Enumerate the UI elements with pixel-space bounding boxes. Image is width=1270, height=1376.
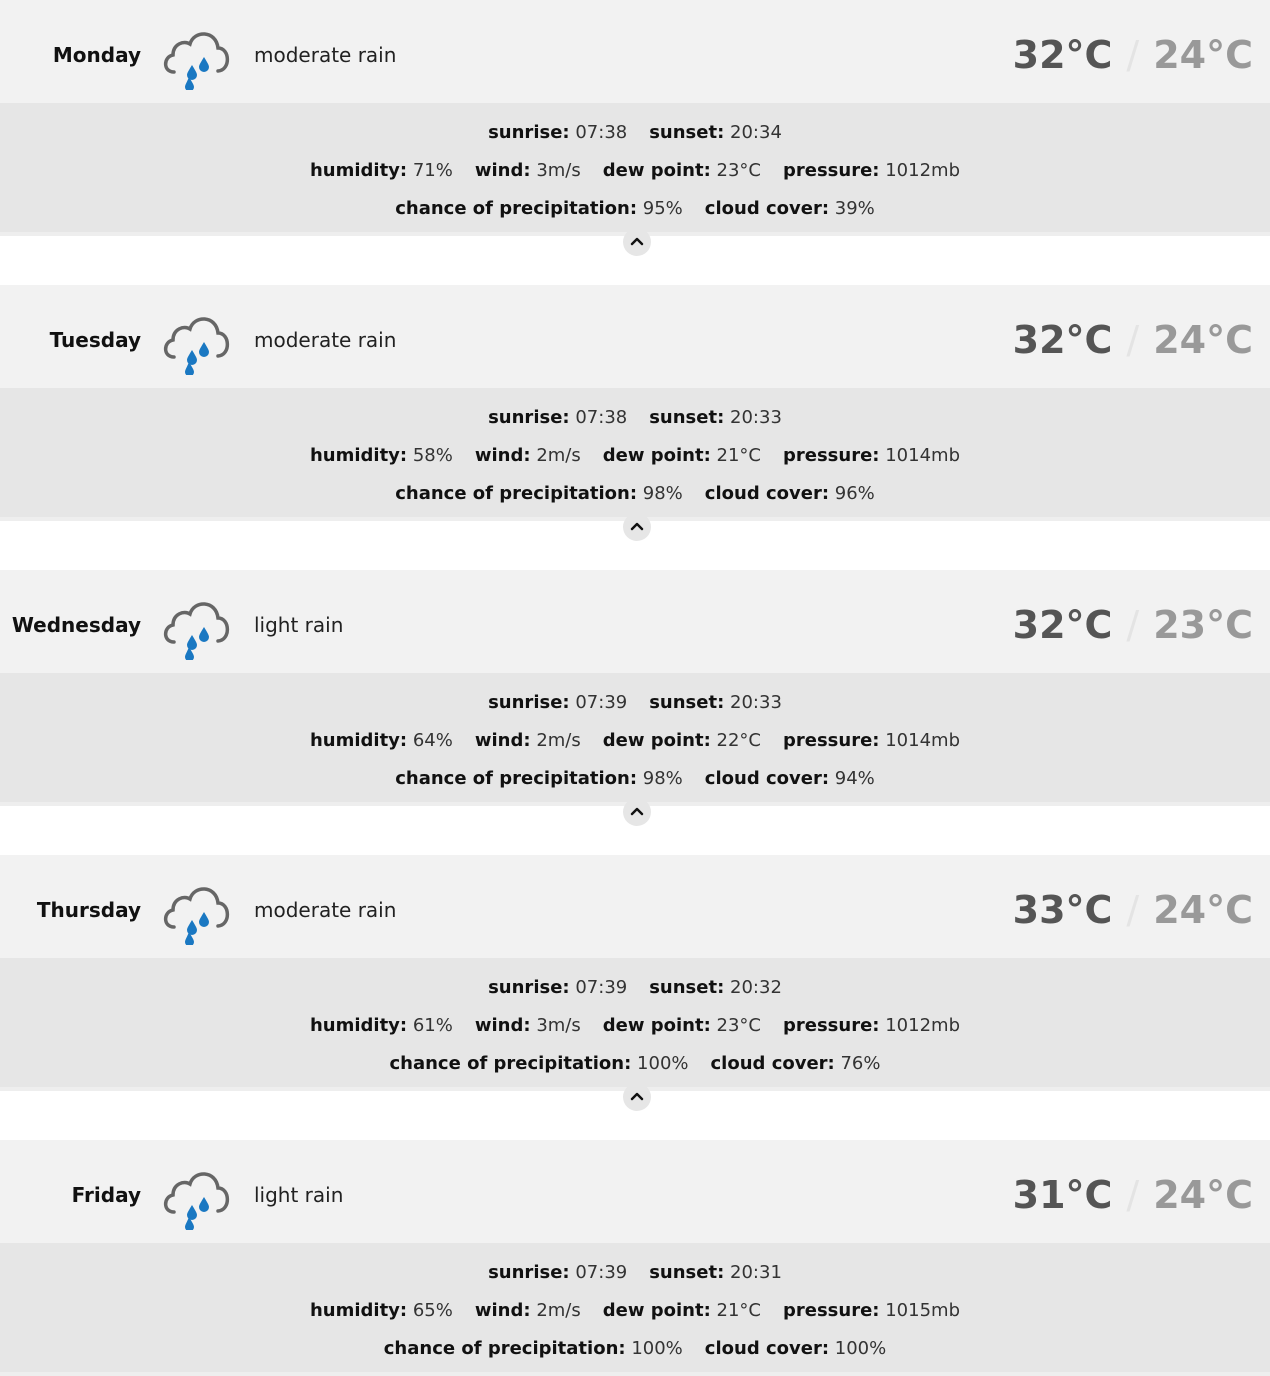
chevron-up-icon — [630, 1091, 644, 1101]
sunrise-value: 07:39 — [575, 692, 628, 713]
temperature-range — [1013, 855, 1253, 958]
temp-high: 32°C — [1012, 318, 1113, 362]
day-details — [0, 388, 1270, 521]
day-thursday — [0, 855, 1270, 1091]
precip-row — [0, 768, 1270, 789]
cloud-cover-value: 94% — [834, 768, 875, 789]
temp-high: 32°C — [1012, 603, 1113, 647]
precip-row — [0, 1053, 1270, 1074]
cloud-cover: cloud cover: 96% — [704, 483, 875, 504]
rain-cloud-icon — [160, 24, 234, 90]
precipitation: chance of precipitation: 100% — [383, 1338, 683, 1359]
dew-point: dew point: 23°C — [602, 160, 761, 181]
sunset: sunset: 20:33 — [649, 407, 782, 428]
day-header[interactable] — [0, 285, 1270, 388]
humidity: humidity: 61% — [309, 1015, 453, 1036]
day-tuesday — [0, 285, 1270, 521]
temp-high: 32°C — [1012, 33, 1113, 77]
rain-cloud-icon — [160, 594, 234, 660]
day-name: Tuesday — [49, 328, 141, 352]
chevron-up-icon — [630, 236, 644, 246]
humidity: humidity: 71% — [309, 160, 453, 181]
dew-point-value: 22°C — [716, 730, 761, 751]
temp-high: 33°C — [1012, 888, 1113, 932]
sunset: sunset: 20:33 — [649, 692, 782, 713]
conditions-row — [0, 1300, 1270, 1321]
sun-times-row — [0, 1262, 1270, 1283]
sunrise: sunrise: 07:38 — [488, 407, 628, 428]
humidity: humidity: 65% — [309, 1300, 453, 1321]
temperature-range — [1013, 1140, 1253, 1243]
humidity-value: 71% — [412, 160, 453, 181]
humidity: humidity: 58% — [309, 445, 453, 466]
precip-row — [0, 1338, 1270, 1359]
day-header[interactable] — [0, 855, 1270, 958]
day-details — [0, 673, 1270, 806]
temp-separator: / — [1126, 318, 1140, 362]
sun-times-row — [0, 692, 1270, 713]
temp-low: 24°C — [1153, 318, 1253, 362]
chevron-up-icon — [630, 806, 644, 816]
precip-value: 100% — [637, 1053, 689, 1074]
sunset: sunset: 20:32 — [649, 977, 782, 998]
dew-point-value: 21°C — [716, 445, 761, 466]
sunset-value: 20:32 — [730, 977, 782, 998]
cloud-cover: cloud cover: 94% — [704, 768, 875, 789]
condition-text: light rain — [254, 1183, 344, 1207]
temp-low: 23°C — [1153, 603, 1253, 647]
pressure: pressure: 1014mb — [783, 445, 961, 466]
humidity-value: 64% — [412, 730, 453, 751]
wind-value: 2m/s — [536, 1300, 581, 1321]
sun-times-row — [0, 977, 1270, 998]
temp-high: 31°C — [1012, 1173, 1113, 1217]
humidity: humidity: 64% — [309, 730, 453, 751]
rain-cloud-icon — [160, 309, 234, 375]
dew-point-value: 21°C — [716, 1300, 761, 1321]
collapse-button[interactable] — [623, 798, 651, 826]
wind: wind: 2m/s — [474, 730, 581, 751]
sunset-value: 20:34 — [730, 122, 782, 143]
humidity-value: 65% — [412, 1300, 453, 1321]
sun-times-row — [0, 122, 1270, 143]
dew-point: dew point: 22°C — [602, 730, 761, 751]
precip-row — [0, 198, 1270, 219]
pressure-value: 1014mb — [885, 445, 961, 466]
pressure-value: 1012mb — [885, 160, 961, 181]
sunset-value: 20:33 — [730, 407, 782, 428]
rain-cloud-icon — [160, 1164, 234, 1230]
sunset-value: 20:33 — [730, 692, 782, 713]
dew-point: dew point: 21°C — [602, 445, 761, 466]
wind: wind: 2m/s — [474, 445, 581, 466]
rain-cloud-icon — [160, 879, 234, 945]
sunrise-value: 07:39 — [575, 1262, 628, 1283]
humidity-value: 61% — [412, 1015, 453, 1036]
cloud-cover-value: 76% — [840, 1053, 881, 1074]
chevron-up-icon — [630, 521, 644, 531]
temperature-range — [1013, 570, 1253, 673]
pressure: pressure: 1014mb — [783, 730, 961, 751]
precipitation: chance of precipitation: 100% — [389, 1053, 689, 1074]
cloud-cover-value: 100% — [834, 1338, 887, 1359]
temp-separator: / — [1126, 33, 1140, 77]
precip-value: 98% — [642, 483, 683, 504]
sunrise-value: 07:38 — [575, 407, 628, 428]
cloud-cover: cloud cover: 76% — [710, 1053, 881, 1074]
temperature-range — [1013, 285, 1253, 388]
temp-separator: / — [1126, 603, 1140, 647]
pressure-value: 1012mb — [885, 1015, 961, 1036]
day-name: Friday — [71, 1183, 141, 1207]
conditions-row — [0, 160, 1270, 181]
wind: wind: 3m/s — [474, 1015, 581, 1036]
day-details — [0, 1243, 1270, 1376]
wind-value: 2m/s — [536, 445, 581, 466]
sunrise: sunrise: 07:39 — [488, 1262, 628, 1283]
temperature-range — [1013, 0, 1253, 103]
cloud-cover-value: 96% — [834, 483, 875, 504]
wind-value: 2m/s — [536, 730, 581, 751]
dew-point: dew point: 21°C — [602, 1300, 761, 1321]
pressure: pressure: 1012mb — [783, 160, 961, 181]
sunset-value: 20:31 — [730, 1262, 782, 1283]
day-monday — [0, 0, 1270, 236]
day-details — [0, 103, 1270, 236]
precipitation: chance of precipitation: 98% — [395, 483, 683, 504]
cloud-cover: cloud cover: 39% — [704, 198, 875, 219]
pressure-value: 1015mb — [885, 1300, 961, 1321]
precip-value: 100% — [631, 1338, 683, 1359]
dew-point-value: 23°C — [716, 160, 761, 181]
sunset: sunset: 20:34 — [649, 122, 782, 143]
precipitation: chance of precipitation: 98% — [395, 768, 683, 789]
sunset: sunset: 20:31 — [649, 1262, 782, 1283]
wind-value: 3m/s — [536, 160, 581, 181]
day-name: Wednesday — [11, 613, 141, 637]
condition-text: moderate rain — [254, 328, 397, 352]
sunrise: sunrise: 07:38 — [488, 122, 628, 143]
dew-point: dew point: 23°C — [602, 1015, 761, 1036]
day-header[interactable] — [0, 1140, 1270, 1243]
humidity-value: 58% — [412, 445, 453, 466]
precip-value: 95% — [642, 198, 683, 219]
sunrise: sunrise: 07:39 — [488, 692, 628, 713]
pressure: pressure: 1012mb — [783, 1015, 961, 1036]
precipitation: chance of precipitation: 95% — [395, 198, 683, 219]
pressure-value: 1014mb — [885, 730, 961, 751]
wind: wind: 2m/s — [474, 1300, 581, 1321]
temp-separator: / — [1126, 1173, 1140, 1217]
cloud-cover-value: 39% — [834, 198, 875, 219]
collapse-button[interactable] — [623, 1083, 651, 1111]
day-details — [0, 958, 1270, 1091]
sunrise-value: 07:38 — [575, 122, 628, 143]
day-header[interactable] — [0, 570, 1270, 673]
precip-row — [0, 483, 1270, 504]
sunrise: sunrise: 07:39 — [488, 977, 628, 998]
sunrise-value: 07:39 — [575, 977, 628, 998]
day-name: Thursday — [36, 898, 141, 922]
dew-point-value: 23°C — [716, 1015, 761, 1036]
condition-text: light rain — [254, 613, 344, 637]
sun-times-row — [0, 407, 1270, 428]
conditions-row — [0, 730, 1270, 751]
conditions-row — [0, 445, 1270, 466]
day-header[interactable] — [0, 0, 1270, 103]
collapse-button[interactable] — [623, 228, 651, 256]
temp-low: 24°C — [1153, 33, 1253, 77]
temp-low: 24°C — [1153, 888, 1253, 932]
day-wednesday — [0, 570, 1270, 806]
condition-text: moderate rain — [254, 898, 397, 922]
temp-low: 24°C — [1153, 1173, 1253, 1217]
cloud-cover: cloud cover: 100% — [704, 1338, 887, 1359]
collapse-button[interactable] — [623, 513, 651, 541]
day-friday — [0, 1140, 1270, 1376]
precip-value: 98% — [642, 768, 683, 789]
condition-text: moderate rain — [254, 43, 397, 67]
wind-value: 3m/s — [536, 1015, 581, 1036]
conditions-row — [0, 1015, 1270, 1036]
temp-separator: / — [1126, 888, 1140, 932]
wind: wind: 3m/s — [474, 160, 581, 181]
pressure: pressure: 1015mb — [783, 1300, 961, 1321]
day-name: Monday — [52, 43, 141, 67]
